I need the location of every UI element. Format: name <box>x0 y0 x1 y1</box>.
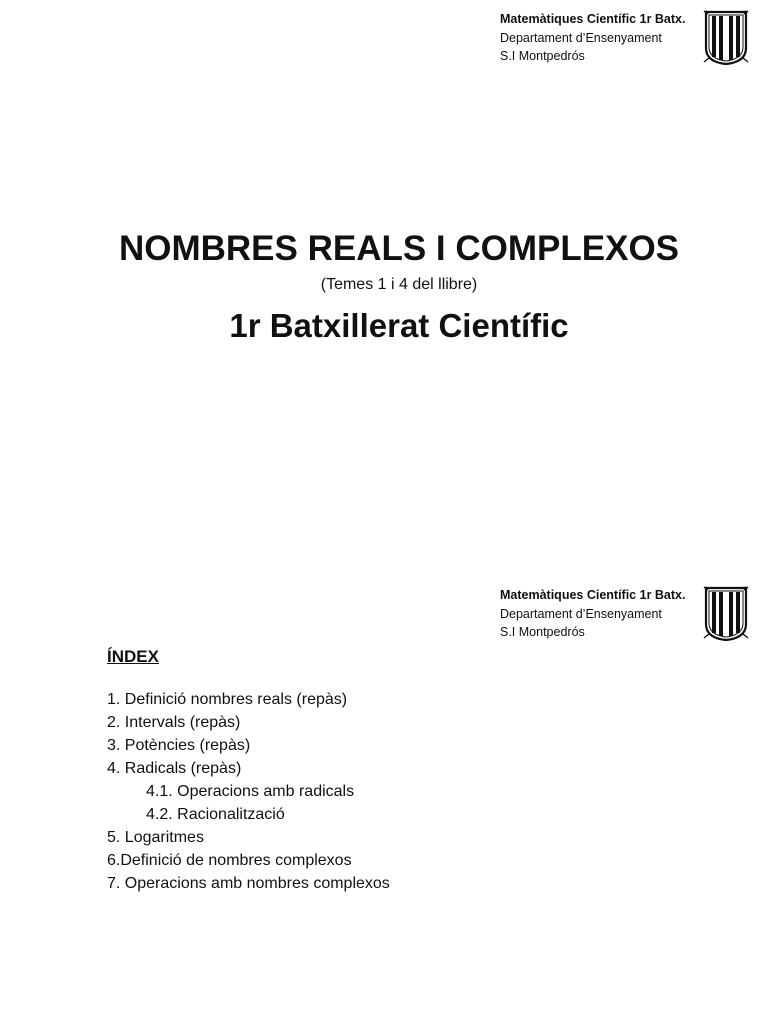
page-header-top <box>500 10 750 70</box>
index-list <box>107 688 390 895</box>
index-item: 6.Definició de nombres complexos <box>107 852 352 869</box>
header-department: Departament d’Ensenyament <box>500 606 662 621</box>
page-subtitle: (Temes 1 i 4 del llibre) <box>320 276 478 293</box>
index-item: 3. Potències (repàs) <box>107 737 251 754</box>
page-title: NOMBRES REALS I COMPLEXOS <box>118 229 680 268</box>
header-text <box>500 586 685 642</box>
catalan-crest-icon <box>703 10 749 66</box>
page-header-second <box>500 586 750 646</box>
header-subject: Matemàtiques Científic 1r Batx. <box>500 588 686 602</box>
header-school: S.I Montpedrós <box>500 49 585 63</box>
header-school: S.I Montpedrós <box>500 625 585 639</box>
course-title: 1r Batxillerat Científic <box>229 307 569 344</box>
index-item: 2. Intervals (repàs) <box>107 714 241 731</box>
index-item: 4.2. Racionalització <box>146 806 285 823</box>
header-text <box>500 10 685 66</box>
index-heading: ÍNDEX <box>107 647 159 666</box>
catalan-crest-icon <box>703 586 749 642</box>
header-department: Departament d’Ensenyament <box>500 30 662 45</box>
index-item: 4.1. Operacions amb radicals <box>146 783 355 800</box>
index-item: 7. Operacions amb nombres complexos <box>107 875 390 892</box>
index-item: 5. Logaritmes <box>107 829 204 846</box>
index-item: 1. Definició nombres reals (repàs) <box>107 691 348 708</box>
index-item: 4. Radicals (repàs) <box>107 760 242 777</box>
header-subject: Matemàtiques Científic 1r Batx. <box>500 12 686 26</box>
